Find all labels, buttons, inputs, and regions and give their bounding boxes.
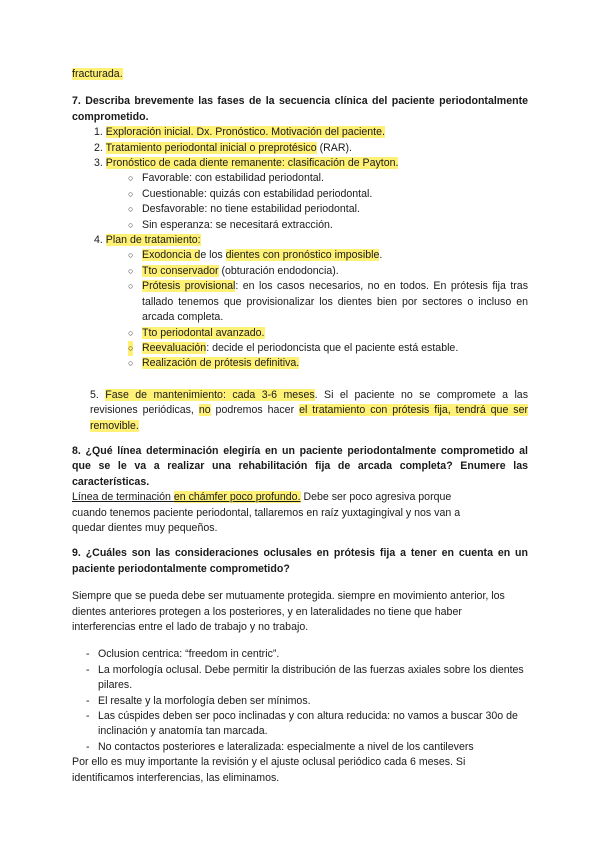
plan-item-tto-periodontal: ○ Tto periodontal avanzado. — [128, 326, 528, 341]
document-content — [72, 67, 528, 786]
question-8-title: 8. ¿Qué línea determinación elegiría en un paciente periodontalmente comprometido al que se le va a realizar una rehabilitación fija de arcada completa? Enumere las características. — [72, 444, 528, 488]
plan-item-protesis-provisional: ○ Prótesis provisional: en los casos necesarios, no en todos. En prótesis fija tras tallado tenemos que provisionalizar los dientes bien por sectores o incluso en arcada completa. — [128, 280, 528, 324]
circle-bullet-icon: ○ — [128, 265, 134, 276]
list-item: - Las cúspides deben ser poco inclinadas y con altura reducida: no vamos a buscar 30o de inclinación y anatomía tan marcada. — [86, 710, 518, 738]
phase-3: 3. Pronóstico de cada diente remanente: clasificación de Payton. ○ Favorable: con estabilidad periodontal. ○ Cuestionable: quizás con estabilidad periodontal. ○ Desfavorable: no tiene estabilidad periodontal. ○ Sin esperanza: se necesitará extracción. — [90, 156, 528, 233]
payton-item: ○ Favorable: con estabilidad periodontal. — [128, 171, 528, 186]
question-7-title: 7. Describa brevemente las fases de la secuencia clínica del paciente periodontalmente comprometido. — [72, 95, 528, 123]
phase-4: 4. Plan de tratamiento: ○ Exodoncia de los dientes con pronóstico imposible. ○ Tto conservador (obturación endodoncia). ○ Prótesis provisional: en los casos necesarios, no en todos. En prótesis fija tras tallado tenemos que provisionalizar los dientes bien por sectores o incluso en arcada completa. ○ Tto periodontal avanzado. ○ Reevaluación: decide el periodoncista que el paciente está estable. ○ Realización de prótesis definitiva. — [90, 233, 528, 372]
dash-bullet-icon: - — [86, 710, 90, 723]
payton-item: ○ Cuestionable: quizás con estabilidad periodontal. — [128, 187, 528, 202]
list-item: - No contactos posteriores e lateralizada: especialmente a nivel de los cantilevers — [86, 740, 528, 755]
circle-bullet-icon: ○ — [128, 204, 134, 215]
circle-bullet-icon: ○ — [128, 250, 134, 261]
intro-fragment: fracturada. — [72, 68, 123, 80]
circle-bullet-icon: ○ — [128, 358, 134, 369]
answer-8: Línea de terminación en chámfer poco profundo. Debe ser poco agresiva porque cuando tenemos paciente periodontal, tallaremos en raíz yuxtagingival y nos van a quedar dientes muy pequeños. — [72, 491, 461, 534]
dash-bullet-icon: - — [86, 648, 90, 661]
answer-9-paragraph: Siempre que se pueda debe ser mutuamente protegida. siempre en movimiento anterior, los dientes anteriores protegen a los posteriores, y en lateralidades no tiene que haber interferencias entre el lado de trabajo y no trabajo. — [72, 590, 505, 633]
treatment-plan-list — [94, 248, 528, 371]
circle-bullet-icon: ○ — [128, 341, 133, 356]
list-item: - Oclusion centrica: “freedom in centric”. — [86, 647, 528, 662]
payton-classification-list — [94, 171, 528, 233]
circle-bullet-icon: ○ — [128, 188, 134, 199]
answer-9-closing: Por ello es muy importante la revisión y el ajuste oclusal periódico cada 6 meses. Si identificamos interferencias, las eliminamos. — [72, 756, 466, 784]
list-item: - La morfología oclusal. Debe permitir la distribución de las fuerzas axiales sobre los dientes pilares. — [86, 663, 524, 692]
circle-bullet-icon: ○ — [128, 327, 134, 338]
phase-2: 2. Tratamiento periodontal inicial o preprotésico (RAR). — [94, 141, 352, 154]
phase-5: 5. Fase de mantenimiento: cada 3-6 meses. Si el paciente no se compromete a las revisiones periódicas, no podremos hacer el tratamiento con prótesis fija, tendrá que ser removible. — [90, 388, 528, 432]
circle-bullet-icon: ○ — [128, 173, 134, 184]
circle-bullet-icon: ○ — [128, 281, 134, 292]
dash-bullet-icon: - — [86, 694, 90, 707]
phase-list — [72, 125, 528, 372]
occlusal-considerations-list — [72, 647, 528, 755]
list-item: - El resalte y la morfología deben ser mínimos. — [86, 694, 528, 709]
plan-item-tto-conservador: ○ Tto conservador (obturación endodoncia). — [128, 264, 528, 279]
circle-bullet-icon: ○ — [128, 219, 134, 230]
question-9-title: 9. ¿Cuáles son las consideraciones oclusales en prótesis fija a tener en cuenta en un paciente periodontalmente comprometido? — [72, 547, 528, 575]
phase-1: 1. Exploración inicial. Dx. Pronóstico. Motivación del paciente. — [94, 126, 385, 139]
plan-item-realizacion: ○ Realización de prótesis definitiva. — [128, 356, 528, 371]
dash-bullet-icon: - — [86, 663, 90, 676]
plan-item-exodoncia: ○ Exodoncia de los dientes con pronóstico imposible. — [128, 248, 528, 263]
dash-bullet-icon: - — [86, 740, 90, 753]
plan-item-reevaluacion: ○ Reevaluación: decide el periodoncista que el paciente está estable. — [128, 341, 528, 356]
payton-item: ○ Sin esperanza: se necesitará extracción. — [128, 218, 528, 233]
payton-item: ○ Desfavorable: no tiene estabilidad periodontal. — [128, 202, 528, 217]
